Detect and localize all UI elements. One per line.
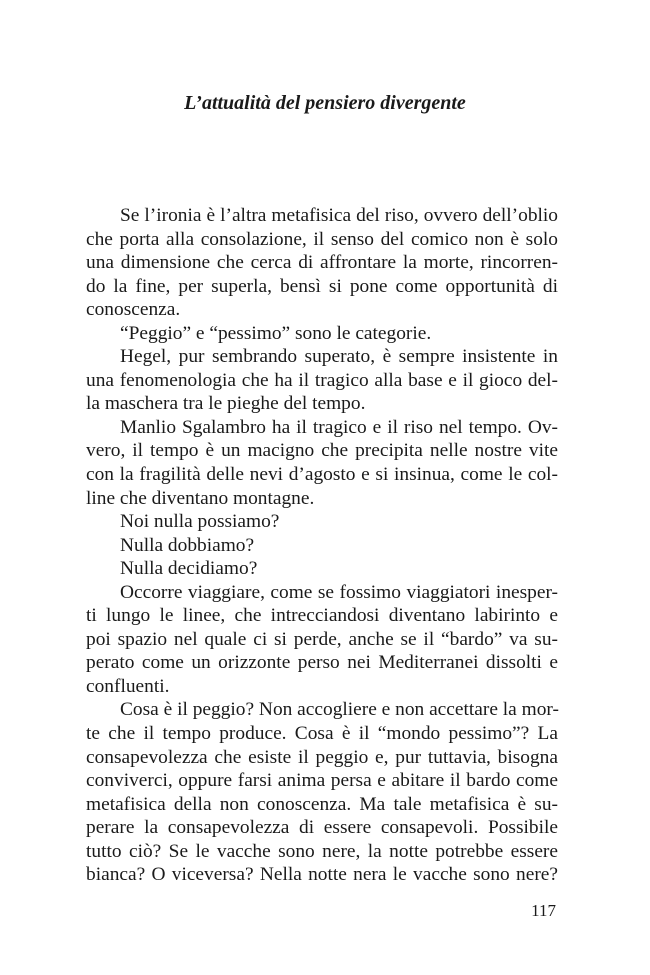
page-number: 117 [531, 901, 556, 920]
text-line: che porta alla consolazione, il senso del comico non è solo [86, 228, 558, 250]
text-line: Nulla dobbiamo? [120, 534, 255, 556]
text-line: te che il tempo produce. Cosa è il “mondo pessimo”? La [86, 723, 558, 745]
text-line: “Peggio” e “pessimo” sono le categorie. [120, 322, 432, 344]
text-line: una dimensione che cerca di affrontare la morte, rincorren- [86, 252, 558, 274]
text-line: perato come un orizzonte perso nei Mediterranei dissolti e [86, 652, 558, 674]
text-line: poi spazio nel quale ci si perde, anche se il “bardo” va su- [86, 628, 558, 650]
text-line: Cosa è il peggio? Non accogliere e non accettare la mor- [120, 699, 559, 721]
text-line: Noi nulla possiamo? [120, 511, 280, 533]
body-text [86, 204, 558, 887]
text-line: do la fine, per superla, bensì si pone come opportunità di [86, 275, 558, 297]
text-line: conviverci, oppure farsi anima persa e abitare il bardo come [86, 770, 558, 792]
text-line: con la fragilità delle nevi d’agosto e si insinua, come le col- [86, 464, 558, 486]
text-line: line che diventano montagne. [86, 487, 315, 509]
text-line: Nulla decidiamo? [120, 558, 258, 580]
text-line: perare la consapevolezza di essere consapevoli. Possibile [86, 817, 558, 839]
text-line: conoscenza. [86, 299, 181, 321]
text-line: bianca? O viceversa? Nella notte nera le vacche sono nere? [86, 864, 558, 886]
text-line: Occorre viaggiare, come se fossimo viaggiatori inesper- [120, 581, 558, 603]
text-line: Se l’ironia è l’altra metafisica del riso, ovvero dell’oblio [120, 205, 558, 226]
text-line: confluenti. [86, 675, 170, 697]
text-line: ti lungo le linee, che intrecciandosi diventano labirinto e [86, 605, 558, 627]
text-line: vero, il tempo è un macigno che precipita nelle nostre vite [86, 440, 558, 462]
chapter-title: L’attualità del pensiero divergente [184, 92, 466, 114]
text-line: metafisica della non conoscenza. Ma tale metafisica è su- [86, 793, 558, 815]
text-line: una fenomenologia che ha il tragico alla base e il gioco del- [86, 369, 558, 391]
text-line: Hegel, pur sembrando superato, è sempre insistente in [120, 346, 558, 368]
text-line: consapevolezza che esiste il peggio e, pur tuttavia, bisogna [86, 746, 558, 768]
text-line: Manlio Sgalambro ha il tragico e il riso nel tempo. Ov- [120, 416, 558, 438]
text-line: tutto ciò? Se le vacche sono nere, la notte potrebbe essere [86, 840, 558, 862]
text-line: la maschera tra le pieghe del tempo. [86, 393, 366, 415]
